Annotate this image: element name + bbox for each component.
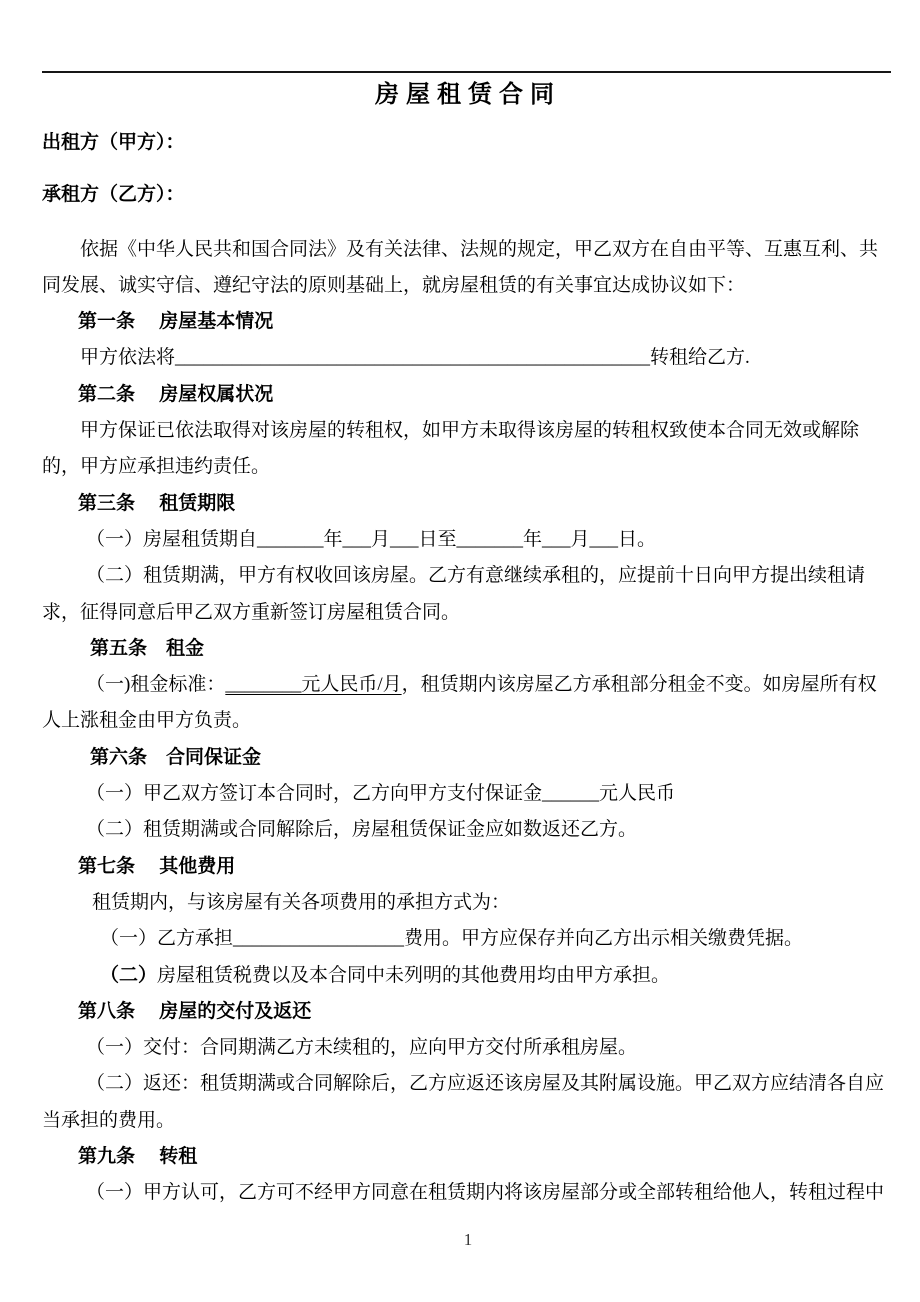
- article-6-item-1: （一）甲乙双方签订本合同时，乙方向甲方支付保证金______元人民币: [86, 783, 676, 805]
- article-2-body: 甲方保证已依法取得对该房屋的转租权，如甲方未取得该房屋的转租权致使本合同无效或解除的，甲方应承担违约责任。: [42, 420, 860, 478]
- article-2-heading: 第二条 房屋权属状况: [78, 383, 274, 405]
- article-5-heading: 第五条 租金: [90, 637, 205, 659]
- article-1-body: [42, 340, 894, 376]
- article-9-heading: 第九条 转租: [78, 1146, 198, 1168]
- article-1-heading: 第一条 房屋基本情况: [78, 311, 274, 333]
- article-8-item-1: （一）交付：合同期满乙方未续租的，应向甲方交付所承租房屋。: [86, 1037, 638, 1059]
- page-title: 房屋租赁合同: [375, 82, 561, 108]
- article-1-suffix: 转租给乙方.: [650, 347, 750, 369]
- article-7-item-2: [42, 958, 894, 994]
- preamble-paragraph: 依据《中华人民共和国合同法》及有关法律、法规的规定，甲乙双方在自由平等、互惠互利、共同发展、诚实守信、遵纪守法的原则基础上，就房屋租赁的有关事宜达成协议如下：: [42, 238, 879, 296]
- article-7-heading: 第七条 其他费用: [78, 855, 236, 877]
- article-5-prefix: （一)租金标准：: [86, 674, 226, 696]
- article-7-item-2-marker: （二）: [100, 964, 158, 986]
- document-body: [42, 0, 894, 1252]
- article-5-suffix: ，租赁期内该房屋乙方承租部分租金不变。如房屋所有权人上涨租金由甲方负责。: [42, 674, 877, 732]
- article-5-rent-blank-underlined: ________元人民币/月: [225, 674, 402, 696]
- article-8-heading: 第八条 房屋的交付及返还: [78, 1000, 312, 1022]
- article-8-item-2: （二）返还：租赁期满或合同解除后，乙方应返还该房屋及其附属设施。甲乙双方应结清各自应当承担的费用。: [42, 1073, 885, 1131]
- article-6-item-2: （二）租赁期满或合同解除后，房屋租赁保证金应如数返还乙方。: [86, 819, 638, 841]
- article-3-heading: 第三条 租赁期限: [78, 492, 236, 514]
- article-7-intro: 租赁期内，与该房屋有关各项费用的承担方式为：: [92, 891, 511, 913]
- article-7-item-1: （一）乙方承担__________________费用。甲方应保存并向乙方出示相关缴费凭据。: [100, 928, 804, 950]
- page-number: 1: [463, 1229, 473, 1249]
- article-7-item-2-text: 房屋租赁税费以及本合同中未列明的其他费用均由甲方承担。: [157, 964, 671, 986]
- article-3-item-1: （一）房屋租赁期自_______年___月___日至_______年___月___日。: [86, 528, 657, 550]
- lessor-line: 出租方（甲方）：: [42, 132, 185, 153]
- article-6-heading: 第六条 合同保证金: [90, 746, 262, 768]
- article-5-item-1: [42, 667, 894, 740]
- article-3-item-2: （二）租赁期满，甲方有权收回该房屋。乙方有意继续承租的，应提前十日向甲方提出续租请求，征得同意后甲乙双方重新签订房屋租赁合同。: [42, 565, 866, 623]
- article-1-prefix: 甲方依法将: [80, 347, 176, 369]
- lessee-line: 承租方（乙方）：: [42, 184, 185, 206]
- article-9-item-1: （一）甲方认可，乙方可不经甲方同意在租赁期内将该房屋部分或全部转租给他人，转租过程中: [86, 1182, 885, 1204]
- article-1-blank-line: __________________________________________________: [175, 347, 651, 369]
